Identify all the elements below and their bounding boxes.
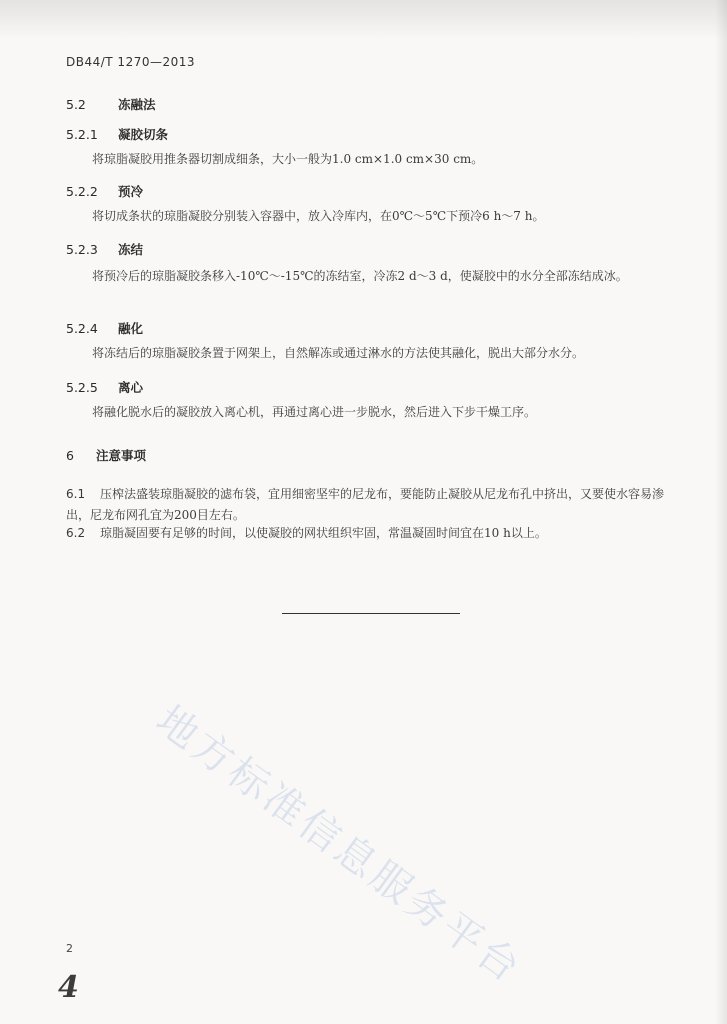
subsection-5-2-2-heading	[66, 182, 143, 200]
handwritten-page-mark: 4	[58, 970, 79, 1005]
scan-shadow-right	[715, 0, 727, 1024]
section-5-2-heading	[66, 95, 156, 113]
subsection-5-2-3-text: 将预冷后的琼脂凝胶条移入-10℃～-15℃的冻结室，冷冻2 d～3 d，使凝胶中的水分全部冻结成冰。	[92, 269, 628, 283]
scan-shadow-top	[0, 0, 727, 40]
item-number: 6.2	[66, 526, 86, 540]
subsection-5-2-2-text: 将切成条状的琼脂凝胶分别装入容器中，放入冷库内，在0℃～5℃下预冷6 h～7 h。	[92, 209, 545, 223]
item-text: 琼脂凝固要有足够的时间，以使凝胶的网状组织牢固，常温凝固时间宜在10 h以上。	[100, 526, 547, 540]
item-6-1	[66, 484, 676, 526]
item-6-2	[66, 523, 676, 544]
item-text: 压榨法盛装琼脂凝胶的滤布袋，宜用细密坚牢的尼龙布，要能防止凝胶从尼龙布孔中挤出，又要使水容易渗出，尼龙布网孔宜为200目左右。	[66, 487, 665, 522]
watermark-text: 地方标准信息服务平台	[147, 697, 531, 994]
subsection-5-2-4-text: 将冻结后的琼脂凝胶条置于网架上，自然解冻或通过淋水的方法使其融化，脱出大部分水分。	[92, 346, 585, 360]
subsection-5-2-1-heading	[66, 125, 168, 143]
subsection-number: 5.2.1	[66, 127, 98, 142]
standard-code: DB44/T 1270—2013	[66, 55, 196, 69]
subsection-number: 5.2.4	[66, 321, 98, 336]
section-6-heading	[66, 446, 146, 464]
section-number: 5.2	[66, 97, 86, 112]
subsection-number: 5.2.2	[66, 184, 98, 199]
subsection-5-2-1-text: 将琼脂凝胶用推条器切割成细条，大小一般为1.0 cm×1.0 cm×30 cm。	[92, 152, 484, 166]
subsection-title: 预冷	[118, 184, 144, 199]
page-number: 2	[66, 942, 73, 955]
subsection-title: 离心	[118, 380, 144, 395]
subsection-title: 凝胶切条	[118, 127, 169, 142]
section-title: 冻融法	[118, 97, 156, 112]
subsection-number: 5.2.3	[66, 242, 98, 257]
subsection-5-2-4-heading	[66, 319, 143, 337]
item-number: 6.1	[66, 487, 86, 501]
subsection-title: 融化	[118, 321, 144, 336]
subsection-5-2-5-text: 将融化脱水后的凝胶放入离心机，再通过离心进一步脱水，然后进入下步干燥工序。	[92, 405, 537, 419]
subsection-5-2-3-heading	[66, 240, 143, 258]
subsection-5-2-5-heading	[66, 378, 143, 396]
section-title: 注意事项	[96, 448, 147, 463]
subsection-title: 冻结	[118, 242, 144, 257]
end-rule	[282, 613, 460, 614]
section-number: 6	[66, 448, 74, 463]
subsection-number: 5.2.5	[66, 380, 98, 395]
